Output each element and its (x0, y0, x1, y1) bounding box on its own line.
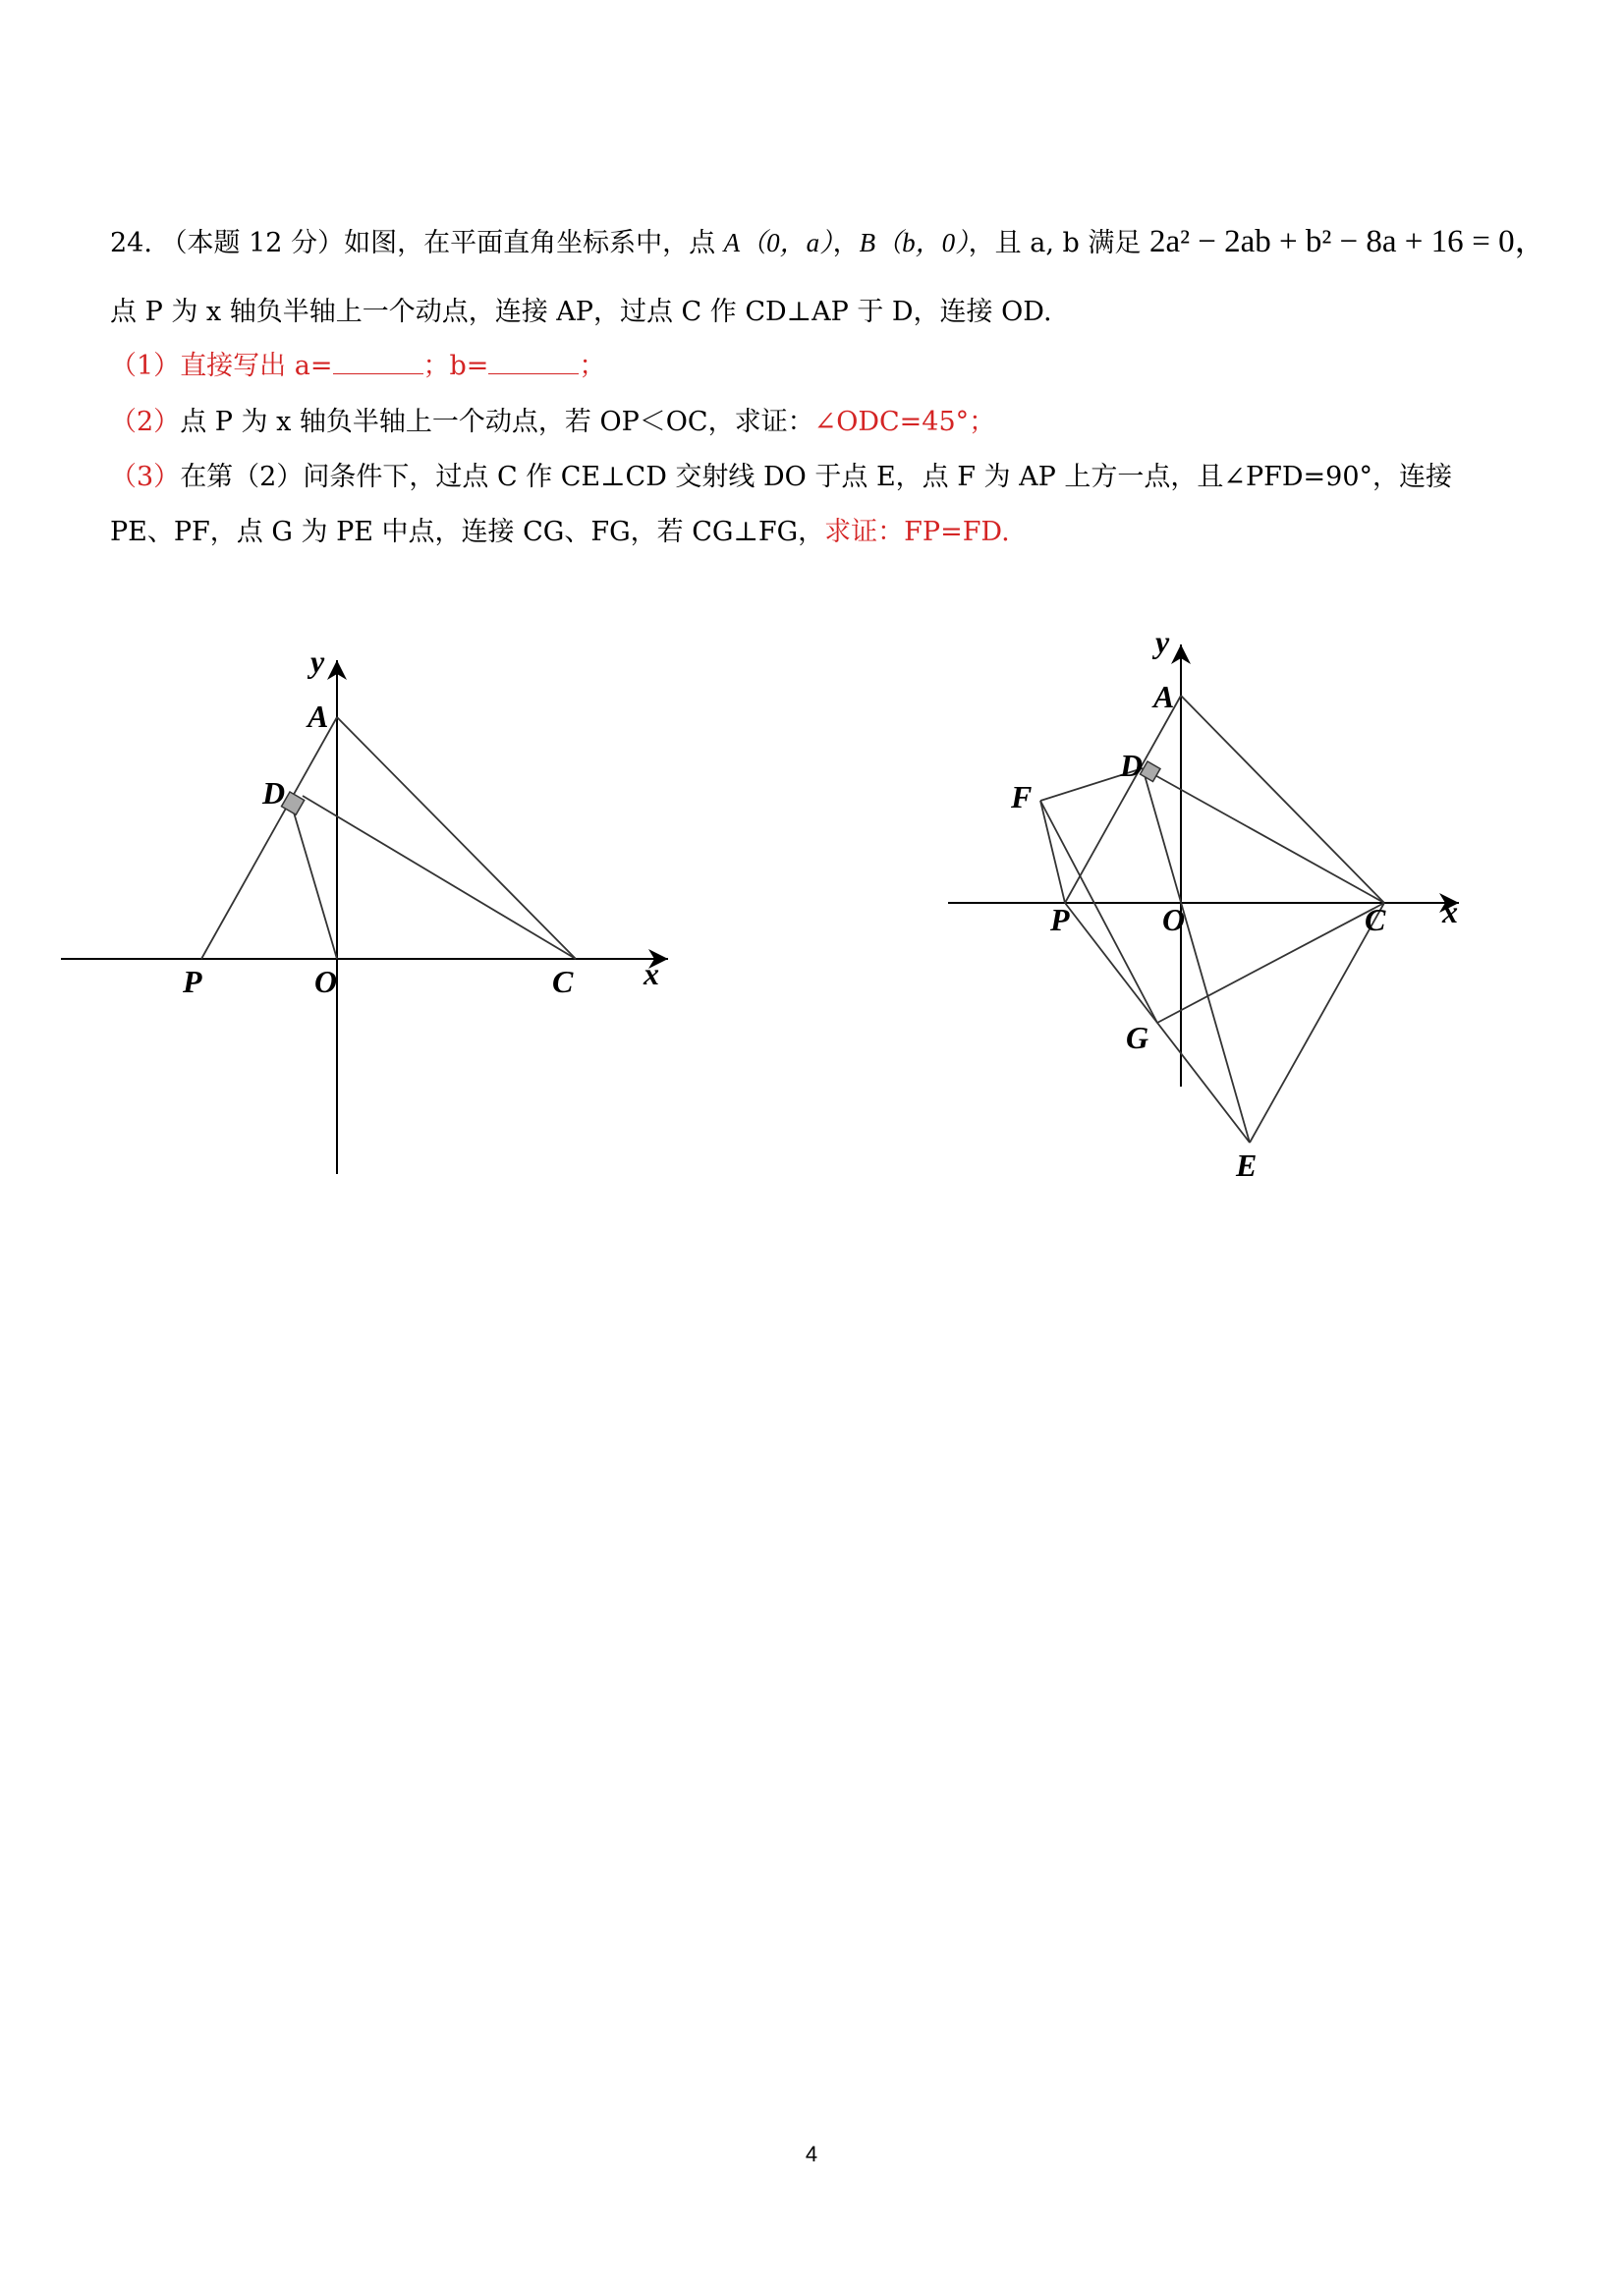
label-y: y (1155, 629, 1170, 659)
label-a: A (1153, 679, 1175, 714)
part-1 (110, 349, 605, 384)
part-1-end: ； (579, 351, 606, 381)
label-p: P (1050, 902, 1070, 937)
equation-lhs: 2a² − 2ab + b² − 8a + 16 (1148, 224, 1464, 259)
part-2 (110, 405, 995, 440)
part-3-continued (110, 515, 1010, 550)
label-y: y (310, 644, 325, 679)
part-1-mid: ；b= (422, 351, 489, 381)
answer-blank-a[interactable] (333, 350, 423, 374)
label-e: E (1236, 1148, 1258, 1183)
equation-rhs: = 0， (1472, 224, 1547, 259)
segment-de (1143, 768, 1250, 1143)
label-o: O (314, 964, 338, 999)
label-f: F (1011, 779, 1033, 814)
part-3-text: 在第（2）问条件下，过点 C 作 CE⊥CD 交射线 DO 于点 E，点 F 为 AP 上方一点，且∠PFD=90°，连接 (180, 462, 1453, 492)
segment-do (289, 796, 337, 959)
score-note: （本题 12 分） (160, 228, 345, 258)
label-g: G (1126, 1020, 1149, 1055)
part-3-label: （3） (110, 462, 181, 492)
problem-line-1 (110, 224, 1547, 261)
part-3-claim: 求证：FP=FD. (824, 517, 1010, 547)
figure-1 (0, 629, 707, 1189)
label-c: C (1365, 902, 1386, 937)
label-a: A (308, 699, 329, 734)
figure-2 (923, 629, 1533, 1199)
answer-blank-b[interactable] (488, 350, 579, 374)
part-3-text2: PE、PF，点 G 为 PE 中点，连接 CG、FG，若 CG⊥FG， (110, 517, 825, 547)
point-b: B（b，0） (859, 228, 969, 257)
part-2-claim: ∠ODC=45°； (813, 407, 996, 437)
separator: ， (832, 228, 860, 258)
label-o: O (1162, 902, 1186, 937)
label-c: C (552, 964, 574, 999)
page-number: 4 (805, 2142, 818, 2166)
problem-line-2: 点 P 为 x 轴负半轴上一个动点，连接 AP，过点 C 作 CD⊥AP 于 D，连接 OD. (110, 297, 1052, 327)
point-a: A（0，a） (723, 228, 833, 257)
label-d: D (1120, 748, 1144, 783)
part-2-label: （2） (110, 407, 181, 437)
part-3 (110, 460, 1452, 495)
label-d: D (262, 775, 286, 811)
segment-ac (1181, 696, 1384, 903)
label-x: x (1442, 894, 1458, 929)
condition-text: ，且 a, b 满足 (968, 228, 1149, 258)
segment-ap (1065, 696, 1181, 903)
problem-number: 24. (110, 228, 152, 258)
segment-ap (201, 717, 337, 959)
segment-fp (1040, 801, 1065, 903)
part-1-label: （1） (110, 351, 181, 381)
label-p: P (183, 964, 202, 999)
part-1-text: 直接写出 a= (180, 351, 333, 381)
part-2-text: 点 P 为 x 轴负半轴上一个动点，若 OP＜OC，求证： (180, 407, 814, 437)
intro-text: 如图，在平面直角坐标系中，点 (344, 228, 724, 258)
segment-dc (1143, 768, 1384, 903)
label-x: x (644, 956, 659, 991)
